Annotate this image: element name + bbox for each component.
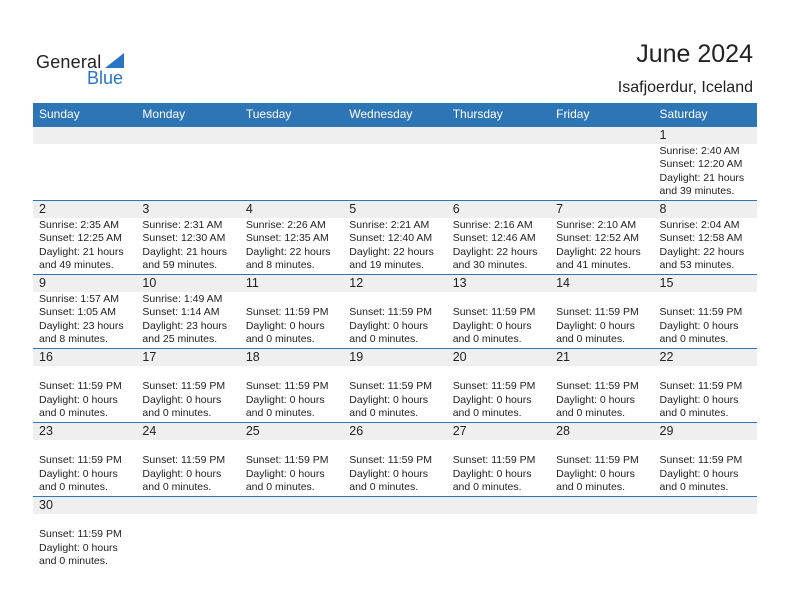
day-info-line: and 53 minutes. (659, 258, 735, 271)
day-info-line: Sunset: 12:25 AM (39, 232, 122, 245)
calendar-weeks (33, 126, 757, 570)
day-info-line (39, 441, 136, 454)
day-number (447, 127, 550, 144)
day-info-line: Daylight: 0 hours (452, 467, 532, 480)
day-info-line: Sunset: 11:59 PM (39, 528, 122, 541)
logo (36, 50, 136, 90)
day-number: 29 (659, 424, 674, 438)
day-number: 13 (452, 276, 467, 290)
day-info-line: and 0 minutes. (659, 406, 729, 419)
calendar-week (33, 496, 757, 570)
day-info-line: Daylight: 0 hours (659, 467, 739, 480)
calendar-week (33, 422, 757, 496)
day-info-line: and 49 minutes. (39, 258, 114, 271)
day-info-line: Daylight: 21 hours (39, 245, 124, 258)
day-cell (33, 514, 136, 570)
day-number: 3 (142, 202, 150, 216)
day-cell (447, 218, 550, 274)
calendar-week (33, 126, 757, 200)
day-info-line: Sunrise: 2:40 AM (659, 145, 740, 157)
day-info-line: Sunset: 11:59 PM (245, 306, 329, 319)
day-cell (447, 366, 550, 422)
day-info-line: and 0 minutes. (349, 406, 419, 419)
page-title: June 2024 (636, 40, 753, 68)
day-info-line: Sunset: 12:35 AM (245, 232, 329, 245)
day-number: 10 (142, 276, 157, 290)
day-info-line (349, 441, 446, 454)
day-number: 12 (349, 276, 364, 290)
day-info-line (246, 441, 343, 454)
day-number: 28 (556, 424, 571, 438)
day-number: 22 (659, 350, 674, 364)
day-info-line: and 0 minutes. (556, 480, 625, 493)
day-info-line: and 30 minutes. (452, 258, 528, 271)
day-cell (33, 292, 136, 348)
day-info-line: and 0 minutes. (39, 480, 108, 493)
day-number: 20 (452, 350, 467, 364)
day-number: 18 (245, 350, 260, 364)
day-info-line: Sunrise: 2:04 AM (659, 219, 740, 231)
day-info-line (453, 367, 550, 380)
day-number (136, 127, 239, 144)
day-number (654, 497, 757, 514)
day-info-line: Sunset: 12:46 AM (452, 232, 536, 245)
day-info-line: Daylight: 0 hours (142, 393, 222, 406)
day-number: 24 (142, 424, 157, 438)
day-cell (136, 440, 239, 496)
day-cell (550, 144, 653, 200)
day-cell (136, 144, 239, 200)
day-info-line: Daylight: 0 hours (659, 319, 739, 332)
day-cell (654, 440, 757, 496)
day-info-line: Sunset: 11:59 PM (245, 454, 329, 467)
day-info-line: and 0 minutes. (556, 332, 625, 345)
day-info-line: Daylight: 0 hours (245, 467, 325, 480)
day-number: 7 (556, 202, 564, 216)
day-number: 5 (349, 202, 357, 216)
day-info-line: Daylight: 22 hours (659, 245, 745, 258)
logo-triangle-icon (105, 53, 124, 68)
day-info-line: Sunset: 11:59 PM (556, 380, 639, 393)
day-number (343, 497, 446, 514)
day-number (136, 497, 239, 514)
day-info-line: Daylight: 22 hours (452, 245, 538, 258)
day-info-line: and 19 minutes. (349, 258, 424, 271)
week-date-row (33, 423, 757, 440)
day-info-line: and 8 minutes. (39, 332, 108, 345)
day-number: 1 (659, 128, 667, 142)
day-info-line: Sunset: 12:30 AM (142, 232, 226, 245)
day-cell (33, 218, 136, 274)
day-info-line: Sunset: 11:59 PM (39, 380, 122, 393)
day-info-line: Sunrise: 2:16 AM (452, 219, 533, 231)
day-info-line: Sunset: 12:20 AM (659, 158, 743, 171)
day-info-line: and 0 minutes. (245, 406, 315, 419)
day-info-line: Daylight: 0 hours (556, 319, 635, 332)
day-info-line: and 0 minutes. (659, 480, 729, 493)
weekday-sunday: Sunday (39, 107, 80, 121)
day-info-line: Sunset: 11:59 PM (659, 306, 743, 319)
day-cell (654, 144, 757, 200)
week-details-row (33, 144, 757, 200)
weekday-monday: Monday (142, 107, 186, 121)
day-info-line: Sunrise: 1:49 AM (142, 293, 223, 305)
day-info-line: Sunset: 11:59 PM (452, 306, 536, 319)
day-info-line: Sunset: 11:59 PM (659, 454, 743, 467)
day-info-line: and 0 minutes. (349, 480, 419, 493)
day-info-line: and 0 minutes. (452, 480, 522, 493)
day-info-line (142, 441, 239, 454)
day-number: 15 (659, 276, 674, 290)
week-details-row (33, 366, 757, 422)
day-info-line: Sunrise: 2:10 AM (556, 219, 637, 231)
day-cell (550, 366, 653, 422)
week-details-row (33, 514, 757, 570)
day-number (240, 127, 343, 144)
day-number: 27 (452, 424, 467, 438)
day-info-line: and 0 minutes. (556, 406, 625, 419)
day-number (447, 497, 550, 514)
day-info-line: Sunset: 11:59 PM (556, 454, 639, 467)
day-info-line: and 41 minutes. (556, 258, 631, 271)
day-cell (447, 144, 550, 200)
day-cell (240, 218, 343, 274)
day-info-line: Daylight: 22 hours (245, 245, 331, 258)
day-number (550, 497, 653, 514)
day-info-line: Sunset: 11:59 PM (349, 380, 432, 393)
day-info-line (556, 367, 653, 380)
day-info-line: and 8 minutes. (245, 258, 315, 271)
week-details-row (33, 440, 757, 496)
weekday-header (33, 103, 757, 126)
day-info-line (453, 293, 550, 306)
day-number: 17 (142, 350, 157, 364)
day-cell (654, 514, 757, 570)
logo-general-text: General (36, 52, 102, 72)
day-info-line: Sunset: 11:59 PM (556, 306, 639, 319)
day-info-line (556, 441, 653, 454)
day-info-line: Sunset: 11:59 PM (452, 380, 536, 393)
day-info-line: Sunset: 1:14 AM (142, 306, 220, 319)
week-date-row (33, 275, 757, 292)
day-info-line: and 25 minutes. (142, 332, 218, 345)
day-info-line: Daylight: 0 hours (245, 319, 325, 332)
day-info-line (349, 293, 446, 306)
day-number: 30 (39, 498, 53, 512)
day-info-line (39, 515, 136, 528)
day-info-line: and 0 minutes. (245, 480, 315, 493)
day-number (343, 127, 446, 144)
day-cell (550, 514, 653, 570)
day-info-line (660, 293, 757, 306)
day-cell (343, 292, 446, 348)
day-info-line: Sunset: 11:59 PM (452, 454, 536, 467)
day-number: 4 (245, 202, 253, 216)
day-info-line: Sunset: 11:59 PM (349, 454, 432, 467)
day-info-line: Daylight: 22 hours (349, 245, 434, 258)
day-info-line: Daylight: 0 hours (39, 541, 118, 554)
week-date-row (33, 349, 757, 366)
day-info-line: and 0 minutes. (349, 332, 419, 345)
day-info-line: Sunrise: 2:21 AM (349, 219, 430, 231)
day-info-line: Daylight: 0 hours (556, 393, 635, 406)
weekday-thursday: Thursday (452, 107, 503, 121)
day-number (240, 497, 343, 514)
day-info-line: Sunset: 11:59 PM (39, 454, 122, 467)
day-info-line: Daylight: 0 hours (659, 393, 739, 406)
day-info-line (556, 293, 653, 306)
day-number: 6 (452, 202, 460, 216)
calendar-week (33, 200, 757, 274)
day-cell (343, 514, 446, 570)
day-info-line: Sunset: 12:40 AM (349, 232, 433, 245)
weekday-wednesday: Wednesday (349, 107, 413, 121)
day-info-line: Sunrise: 2:31 AM (142, 219, 223, 231)
day-info-line: and 0 minutes. (452, 406, 522, 419)
day-cell (240, 440, 343, 496)
calendar-week (33, 274, 757, 348)
week-date-row (33, 127, 757, 144)
calendar (33, 103, 757, 570)
day-info-line: Sunset: 11:59 PM (142, 454, 226, 467)
day-cell (447, 440, 550, 496)
day-cell (343, 218, 446, 274)
day-cell (33, 440, 136, 496)
day-cell (550, 218, 653, 274)
day-info-line: Daylight: 0 hours (39, 393, 118, 406)
day-info-line: and 0 minutes. (39, 554, 108, 567)
day-cell (240, 514, 343, 570)
day-info-line: and 0 minutes. (39, 406, 108, 419)
day-info-line: Daylight: 0 hours (142, 467, 222, 480)
day-number: 14 (556, 276, 571, 290)
day-number: 11 (245, 276, 259, 290)
day-info-line: Sunset: 11:59 PM (659, 380, 743, 393)
day-info-line: Daylight: 0 hours (349, 393, 429, 406)
day-cell (240, 292, 343, 348)
day-cell (240, 144, 343, 200)
day-cell (343, 366, 446, 422)
day-info-line: Daylight: 23 hours (142, 319, 228, 332)
day-cell (240, 366, 343, 422)
logo-blue-text: Blue (87, 68, 124, 88)
day-info-line: Daylight: 0 hours (452, 319, 532, 332)
day-cell (136, 218, 239, 274)
day-number (33, 127, 136, 144)
day-info-line: Sunrise: 1:57 AM (39, 293, 119, 305)
day-number: 2 (39, 202, 46, 216)
day-number: 26 (349, 424, 364, 438)
day-info-line: and 0 minutes. (659, 332, 729, 345)
day-info-line: Daylight: 21 hours (142, 245, 228, 258)
day-cell (447, 514, 550, 570)
weekday-tuesday: Tuesday (245, 107, 292, 121)
day-number (550, 127, 653, 144)
day-cell (550, 440, 653, 496)
day-cell (550, 292, 653, 348)
day-info-line: Daylight: 0 hours (245, 393, 325, 406)
day-cell (33, 366, 136, 422)
week-details-row (33, 218, 757, 274)
day-info-line: Sunrise: 2:35 AM (39, 219, 119, 231)
day-number: 23 (39, 424, 53, 438)
day-info-line: Sunset: 12:58 AM (659, 232, 743, 245)
day-cell (654, 366, 757, 422)
day-cell (654, 218, 757, 274)
day-info-line: Sunrise: 2:26 AM (245, 219, 326, 231)
day-info-line: Daylight: 0 hours (452, 393, 532, 406)
day-info-line (142, 367, 239, 380)
day-info-line: Sunset: 11:59 PM (245, 380, 329, 393)
day-cell (343, 144, 446, 200)
day-info-line: and 0 minutes. (245, 332, 315, 345)
day-info-line: Daylight: 0 hours (556, 467, 635, 480)
day-info-line (246, 293, 343, 306)
day-info-line: and 0 minutes. (452, 332, 522, 345)
week-date-row (33, 497, 757, 514)
day-info-line: Daylight: 0 hours (39, 467, 118, 480)
day-info-line (39, 367, 136, 380)
day-info-line (660, 367, 757, 380)
day-cell (136, 514, 239, 570)
day-info-line: Daylight: 0 hours (349, 319, 429, 332)
day-cell (447, 292, 550, 348)
day-info-line: Daylight: 21 hours (659, 171, 745, 184)
day-info-line: Daylight: 23 hours (39, 319, 124, 332)
day-number: 19 (349, 350, 364, 364)
week-details-row (33, 292, 757, 348)
day-info-line: Sunset: 11:59 PM (142, 380, 226, 393)
day-info-line: Sunset: 1:05 AM (39, 306, 117, 319)
weekday-friday: Friday (556, 107, 590, 121)
day-info-line: Sunset: 12:52 AM (556, 232, 639, 245)
location-subtitle: Isafjoerdur, Iceland (617, 79, 753, 96)
day-info-line (660, 441, 757, 454)
weekday-saturday: Saturday (659, 107, 708, 121)
day-cell (654, 292, 757, 348)
day-cell (343, 440, 446, 496)
day-cell (33, 144, 136, 200)
day-info-line (349, 367, 446, 380)
day-info-line: and 59 minutes. (142, 258, 218, 271)
day-number: 8 (659, 202, 667, 216)
day-number: 16 (39, 350, 53, 364)
day-cell (136, 366, 239, 422)
day-number: 25 (245, 424, 260, 438)
day-info-line (453, 441, 550, 454)
day-number: 21 (556, 350, 571, 364)
day-info-line: Sunset: 11:59 PM (349, 306, 432, 319)
day-number: 9 (39, 276, 46, 290)
day-info-line (246, 367, 343, 380)
day-info-line: and 39 minutes. (659, 184, 735, 197)
day-info-line: and 0 minutes. (142, 406, 212, 419)
day-info-line: Daylight: 22 hours (556, 245, 641, 258)
day-info-line: and 0 minutes. (142, 480, 212, 493)
day-info-line: Daylight: 0 hours (349, 467, 429, 480)
calendar-week (33, 348, 757, 422)
week-date-row (33, 201, 757, 218)
day-cell (136, 292, 239, 348)
